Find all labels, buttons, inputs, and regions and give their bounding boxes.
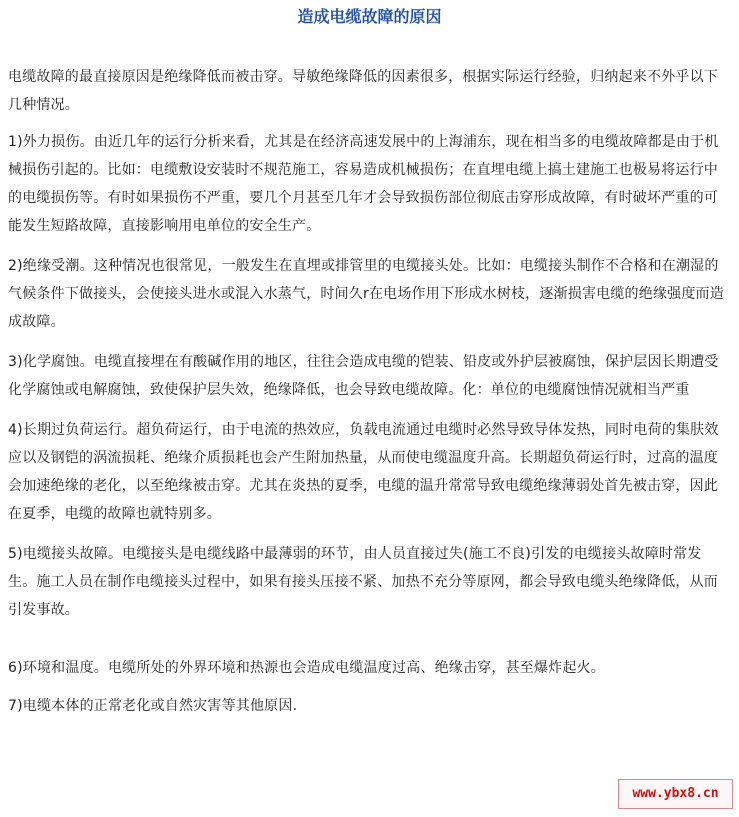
- cause-paragraph-7: 7)电缆本体的正常老化或自然灾害等其他原因.: [8, 698, 298, 714]
- cause-paragraph-2: 2)绝缘受潮。这种情况也很常见，一般发生在直埋或排管里的电缆接头处。比如：电缆接头制作不合格和在潮湿的气候条件下做接头，会使接头进水或混入水蒸气，时间久r在电场作用下形成水树枝，逐渐损害电缆的绝缘强度而造成故障。: [8, 258, 724, 330]
- cause-paragraph-6: 6)环境和温度。电缆所处的外界环境和热源也会造成电缆温度过高、绝缘击穿，甚至爆炸起火。: [8, 660, 605, 676]
- cause-paragraph-5: 5)电缆接头故障。电缆接头是电缆线路中最薄弱的环节，由人员直接过失(施工不良)引发的电缆接头故障时常发生。施工人员在制作电缆接头过程中，如果有接头压接不紧、加热不充分等原网，都会导致电缆头绝缘降低，从而引发事故。: [8, 546, 718, 618]
- cause-paragraph-3: 3)化学腐蚀。电缆直接埋在有酸碱作用的地区，往往会造成电缆的铠装、铅皮或外护层被腐蚀，保护层因长期遭受化学腐蚀或电解腐蚀，致使保护层失效，绝缘降低，也会导致电缆故障。化：单位的电缆腐蚀情况就相当严重: [8, 354, 719, 398]
- article-body: [8, 63, 726, 720]
- site-watermark: www.ybx8.cn: [618, 779, 733, 809]
- cause-paragraph-1: 1)外力损伤。由近几年的运行分析来看，尤其是在经济高速发展中的上海浦东，现在相当多的电缆故障都是由于机械损伤引起的。比如：电缆敷设安装时不规范施工，容易造成机械损伤；在直埋电缆上搞土建施工也极易将运行中的电缆损伤等。有时如果损伤不严重，要几个月甚至几年才会导致损伤部位彻底击穿形成故障，有时破坏严重的可能发生短路故障，直接影响用电单位的安全生产。: [8, 134, 719, 234]
- cause-paragraph-4: 4)长期过负荷运行。超负荷运行，由于电流的热效应，负载电流通过电缆时必然导致导体发热，同时电荷的集肤效应以及钢铠的涡流损耗、绝缘介质损耗也会产生附加热量，从而使电缆温度升高。长期超负荷运行时，过高的温度会加速绝缘的老化，以至绝缘被击穿。尤其在炎热的夏季，电缆的温升常常导致电缆绝缘薄弱处首先被击穿，因此在夏季，电缆的故障也就特别多。: [8, 422, 719, 522]
- intro-paragraph: 电缆故障的最直接原因是绝缘降低而被击穿。导敏绝缘降低的因素很多，根据实际运行经验，归纳起来不外乎以下几种情况。: [8, 69, 718, 113]
- page-title: 造成电缆故障的原因: [297, 7, 442, 26]
